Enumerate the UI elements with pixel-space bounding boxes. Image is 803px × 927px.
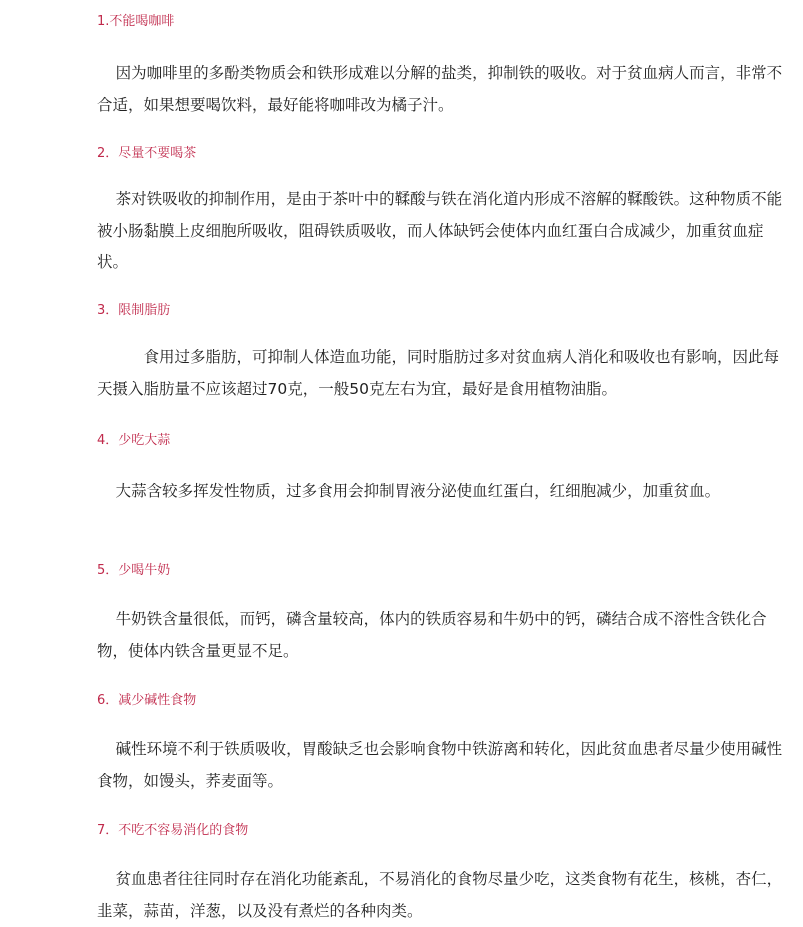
section-3-body: 食用过多脂肪，可抑制人体造血功能，同时脂肪过多对贫血病人消化和吸收也有影响，因此每天摄入脂肪量不应该超过70克，一般50克左右为宜，最好是食用植物油脂。 <box>97 348 780 398</box>
section-4-body: 大蒜含较多挥发性物质，过多食用会抑制胃液分泌使血红蛋白，红细胞减少，加重贫血。 <box>115 482 721 500</box>
section-6-body: 碱性环境不利于铁质吸收，胃酸缺乏也会影响食物中铁游离和转化，因此贫血患者尽量少使用碱性食物，如馒头，荞麦面等。 <box>97 740 783 790</box>
section-7-body: 贫血患者往往同时存在消化功能紊乱，不易消化的食物尽量少吃，这类食物有花生，核桃，杏仁，韭菜，蒜苗，洋葱，以及没有煮烂的各种肉类。 <box>97 870 783 920</box>
section-2-heading: 2．尽量不要喝茶 <box>97 146 197 161</box>
section-7-heading: 7．不吃不容易消化的食物 <box>97 823 249 838</box>
section-3-heading: 3．限制脂肪 <box>97 303 171 318</box>
section-1-heading: 1.不能喝咖啡 <box>97 14 175 29</box>
section-5-heading: 5．少喝牛奶 <box>97 563 171 578</box>
section-2-body: 茶对铁吸收的抑制作用，是由于茶叶中的鞣酸与铁在消化道内形成不溶解的鞣酸铁。这种物质不能被小肠黏膜上皮细胞所吸收，阻碍铁质吸收，而人体缺钙会使体内血红蛋白合成减少，加重贫血症状。 <box>97 190 783 271</box>
section-1-body: 因为咖啡里的多酚类物质会和铁形成难以分解的盐类，抑制铁的吸收。对于贫血病人而言，非常不合适，如果想要喝饮料，最好能将咖啡改为橘子汁。 <box>97 64 783 114</box>
section-6-heading: 6．减少碱性食物 <box>97 693 197 708</box>
section-5-body: 牛奶铁含量很低，而钙，磷含量较高，体内的铁质容易和牛奶中的钙，磷结合成不溶性含铁化合物，使体内铁含量更显不足。 <box>97 610 767 660</box>
section-4-heading: 4．少吃大蒜 <box>97 433 171 448</box>
